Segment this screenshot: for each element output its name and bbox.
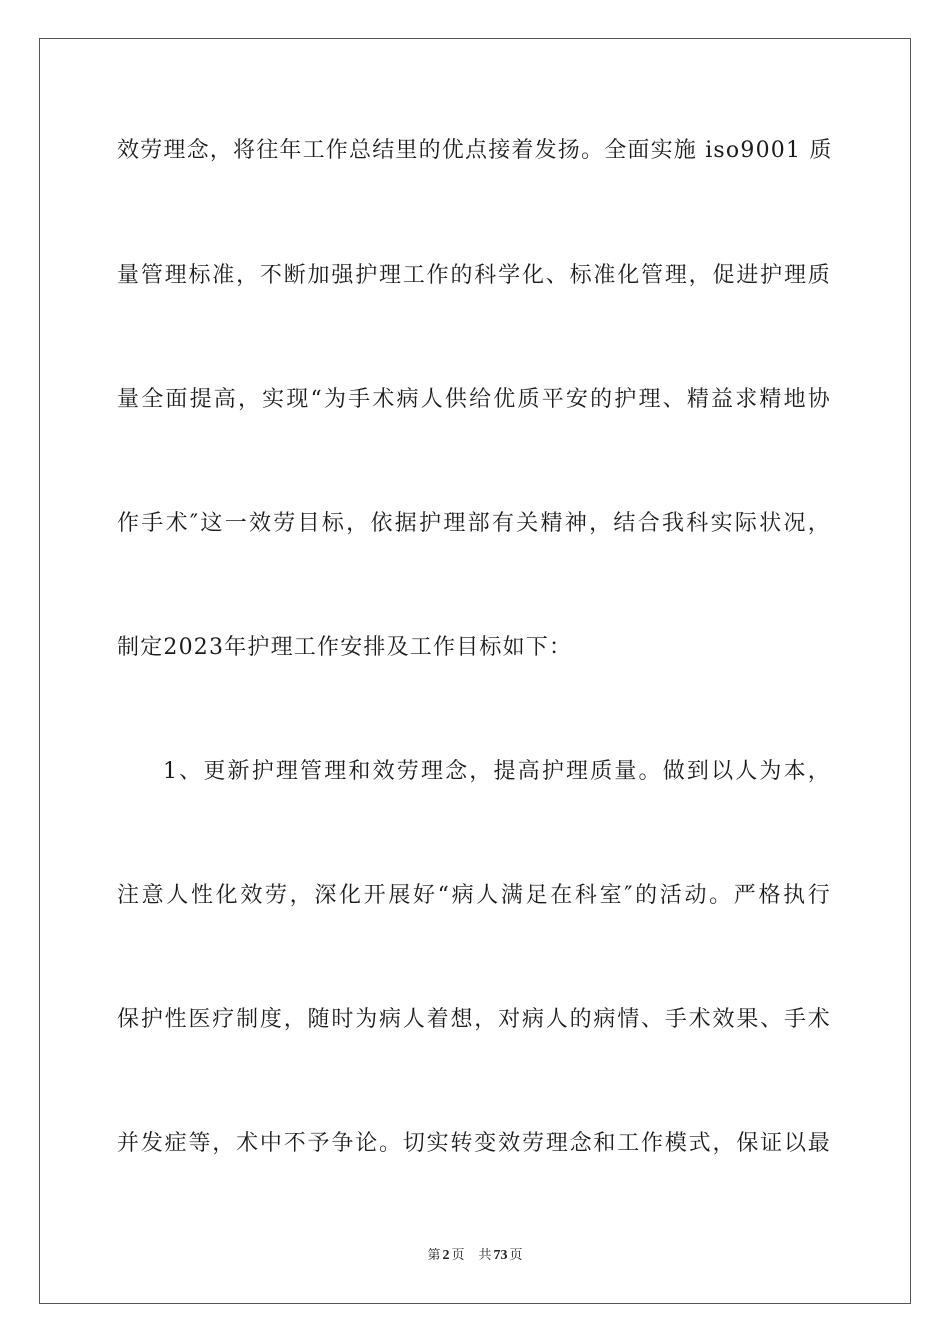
body-text-line-3: 量全面提高，实现“为手术病人供给优质平安的护理、精益求精地协 — [117, 387, 831, 412]
body-text-line-5: 制定2023年护理工作安排及工作目标如下： — [117, 635, 573, 660]
footer-page-suffix: 页 — [451, 1248, 465, 1263]
footer-page-number: 2 — [442, 1248, 450, 1263]
body-text-line-7: 注意人性化效劳，深化开展好“病人满足在科室″的活动。严格执行 — [117, 883, 831, 908]
footer-total-suffix: 页 — [509, 1248, 523, 1263]
footer-total-pages: 73 — [493, 1248, 508, 1263]
body-text-line-9: 并发症等，术中不予争论。切实转变效劳理念和工作模式，保证以最 — [117, 1131, 831, 1156]
body-text-line-1: 效劳理念，将往年工作总结里的优点接着发扬。全面实施 iso9001 质 — [117, 138, 833, 163]
body-text-line-8: 保护性医疗制度，随时为病人着想，对病人的病情、手术效果、手术 — [117, 1007, 831, 1032]
page-border — [39, 38, 911, 1304]
page-footer — [0, 1247, 950, 1265]
body-text-line-4: 作手术″这一效劳目标，依据护理部有关精神，结合我科实际状况， — [117, 511, 831, 536]
body-text-line-6: 1、更新护理管理和效劳理念，提高护理质量。做到以人为本， — [163, 759, 831, 784]
footer-total-prefix: 共 — [478, 1248, 492, 1263]
footer-page-prefix: 第 — [427, 1248, 441, 1263]
body-text-line-2: 量管理标准，不断加强护理工作的科学化、标准化管理，促进护理质 — [117, 263, 831, 288]
